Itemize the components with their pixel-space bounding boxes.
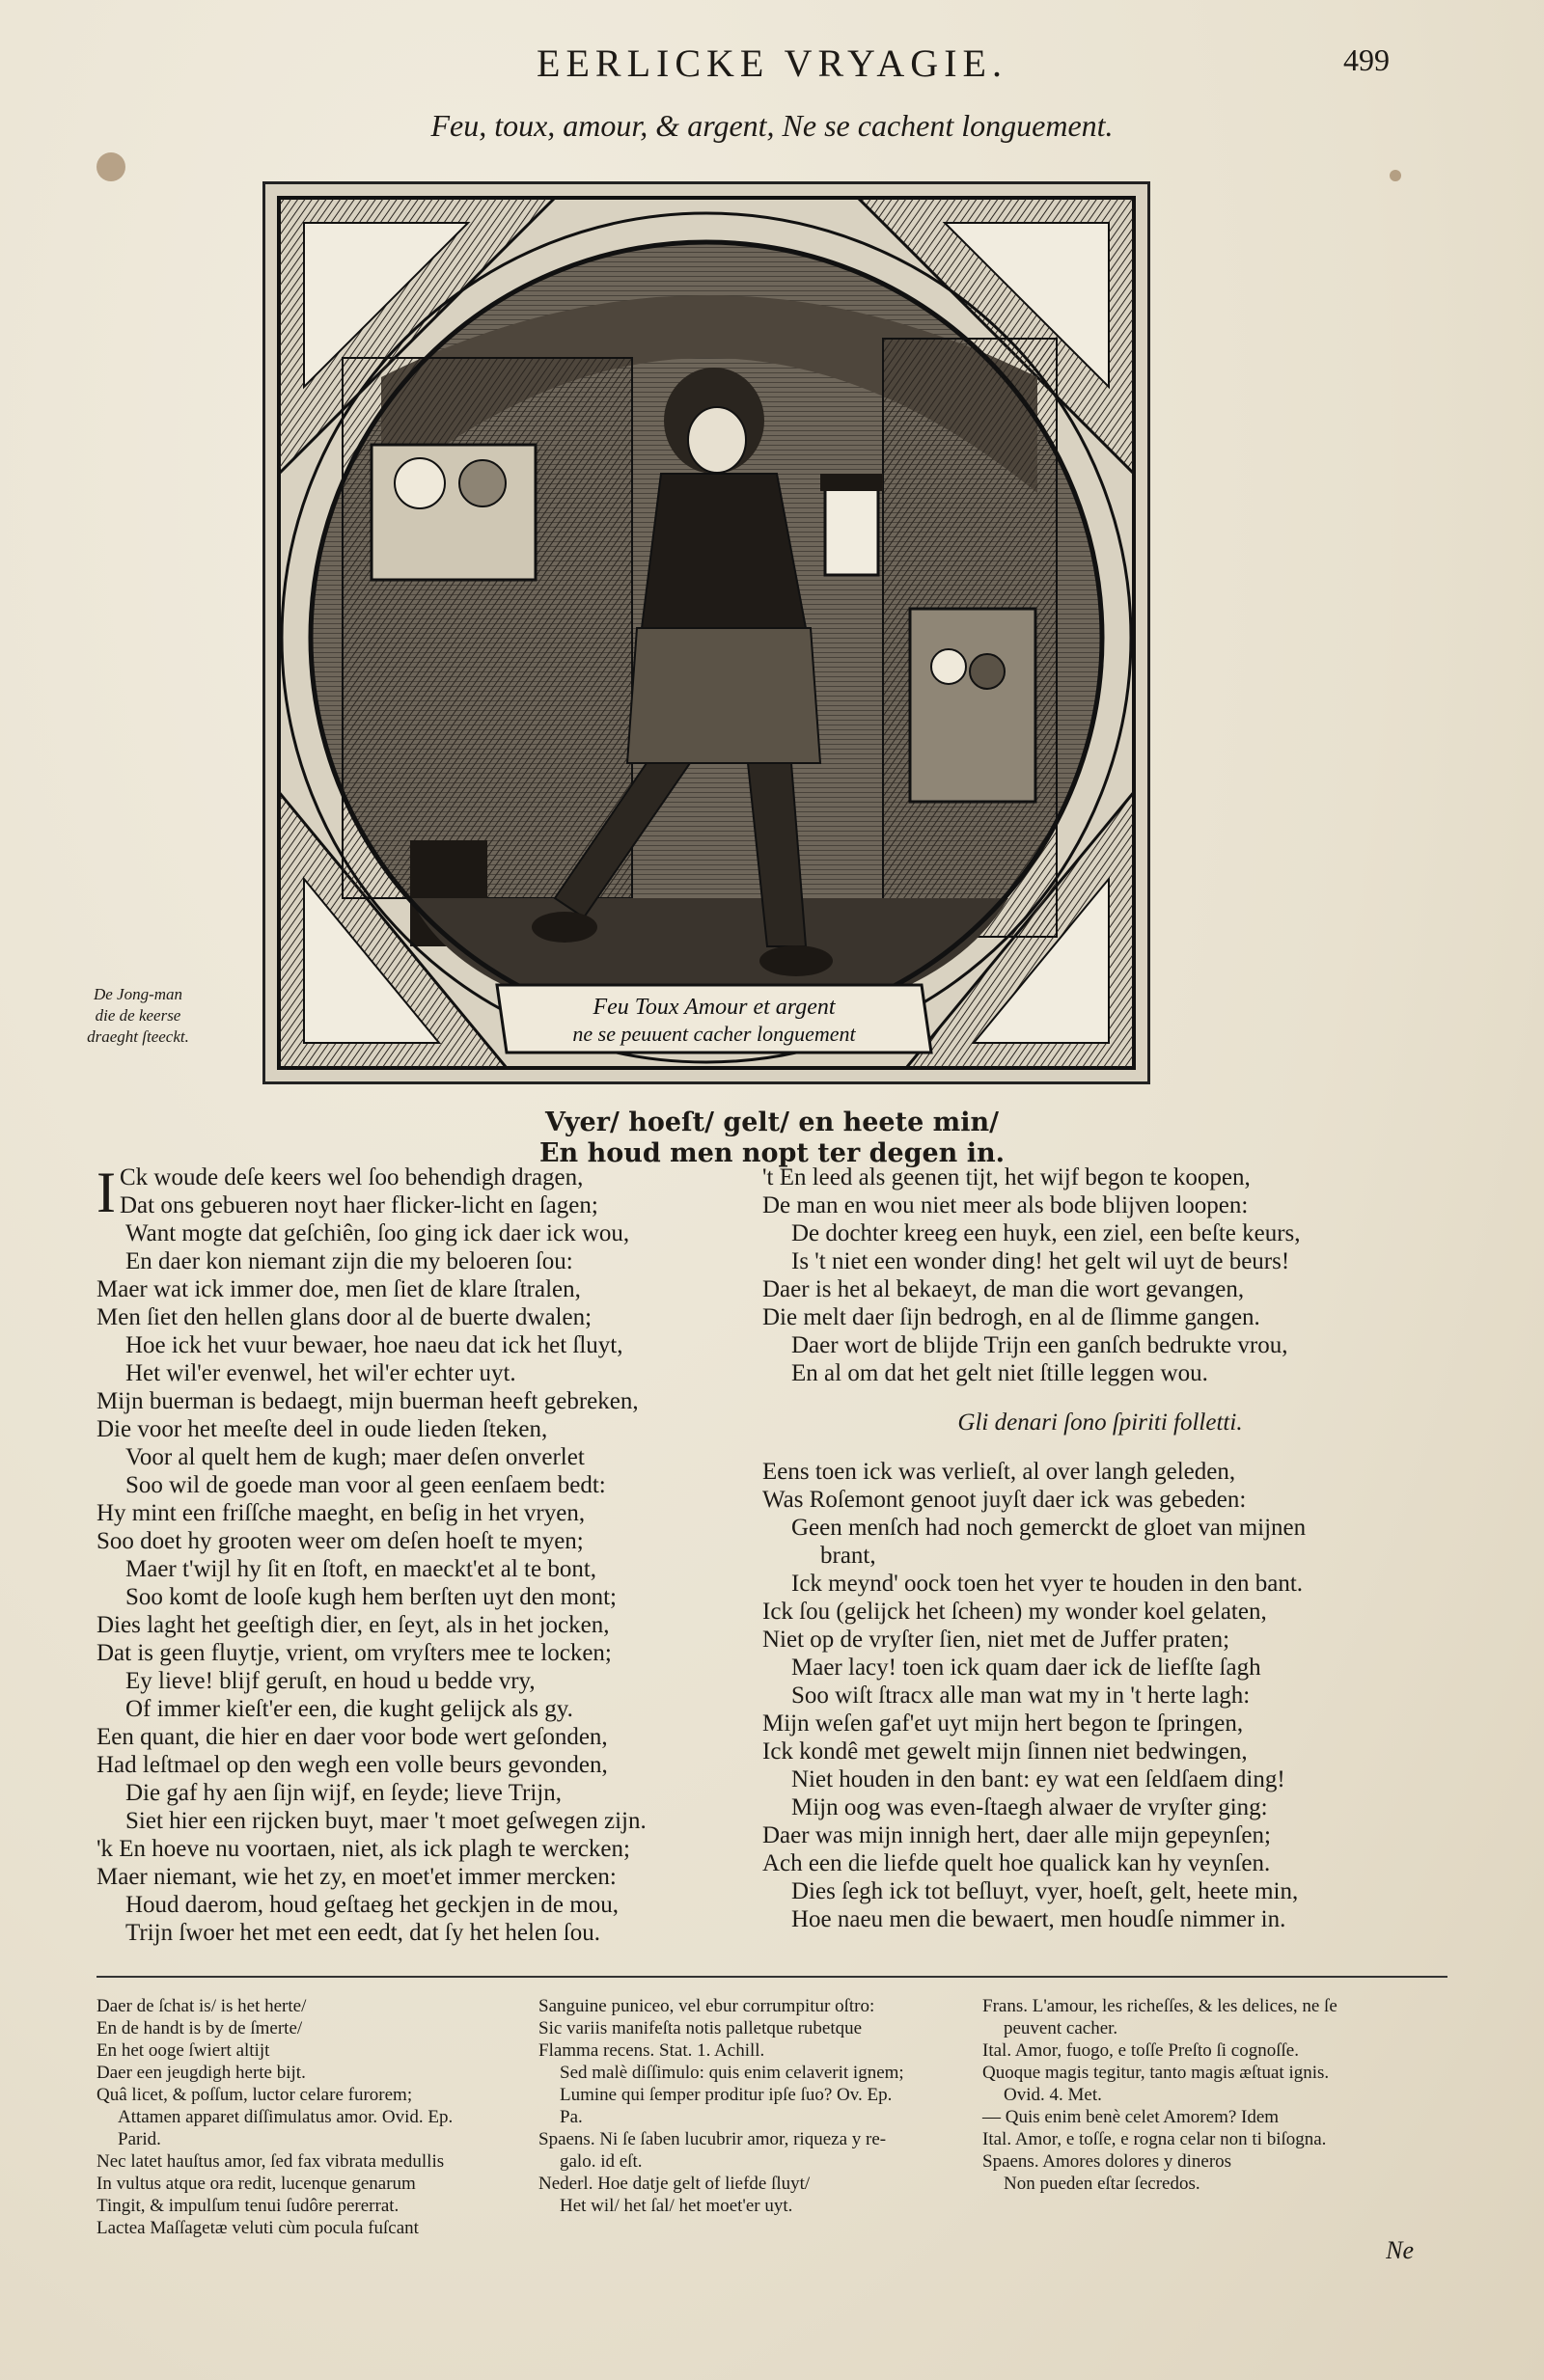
poem-line: Gli denari ſono ſpiriti folletti. <box>957 1409 1243 1436</box>
poem-line: Ck woude deſe keers wel ſoo behendigh dragen, <box>119 1164 584 1190</box>
poem-line: Siet hier een rijcken buyt, maer 't moet geſwegen zijn. <box>125 1808 647 1834</box>
footnote-line: Non pueden eſtar ſecredos. <box>1004 2174 1200 2194</box>
catchword: Ne <box>1386 2236 1414 2264</box>
poem-column-right <box>762 1163 1438 1933</box>
poem-line: Daer was mijn innigh hert, daer alle mijn gepeynſen; <box>762 1822 1271 1848</box>
poem-line: Dies ſegh ick tot beſluyt, vyer, hoeſt, gelt, heete min, <box>791 1878 1299 1904</box>
poem-line: Want mogte dat geſchiên, ſoo ging ick daer ick wou, <box>125 1220 630 1246</box>
footnote-line: En het ooge ſwiert altijt <box>96 2040 270 2061</box>
poem-line: Had leſtmael op den wegh een volle beurs gevonden, <box>96 1752 608 1778</box>
poem-heading <box>0 1108 1544 1169</box>
footnote-line: galo. id eſt. <box>560 2151 643 2172</box>
footnote-line: Ovid. 4. Met. <box>1004 2085 1102 2105</box>
footnote-line: Frans. L'amour, les richeſſes, & les delices, ne ſe <box>982 1996 1337 2016</box>
poem-line: Houd daerom, houd geſtaeg het geckjen in de mou, <box>125 1892 619 1918</box>
footnote-line: Daer de ſchat is/ is het herte/ <box>96 1996 307 2016</box>
poem-line: Maer t'wijl hy ſit en ſtoft, en maeckt'et al te bont, <box>125 1556 597 1582</box>
engraving-plate <box>262 181 1150 1084</box>
footnote-line: Spaens. Amores dolores y dineros <box>982 2151 1232 2172</box>
poem-line: Dat ons gebueren noyt haer flicker-licht en ſagen; <box>119 1192 598 1218</box>
poem-line: Men ſiet den hellen glans door al de buerte dwalen; <box>96 1304 593 1330</box>
poem-line: En al om dat het gelt niet ſtille leggen wou. <box>791 1360 1208 1386</box>
poem-column-left <box>96 1163 753 1947</box>
poem-line: Soo wil de goede man voor al geen eenſaem bedt: <box>125 1472 606 1498</box>
poem-line: Niet op de vryſter ſien, niet met de Juffer praten; <box>762 1627 1230 1653</box>
poem-line: Maer niemant, wie het zy, en moet'et immer mercken: <box>96 1864 617 1890</box>
poem-line <box>762 1387 1438 1409</box>
poem-line: De dochter kreeg een huyk, een ziel, een beſte keurs, <box>791 1220 1301 1246</box>
footnote-line: Ital. Amor, fuogo, e toſſe Preſto ſi cognoſſe. <box>982 2040 1299 2061</box>
footnote-line: Quoque magis tegitur, tanto magis æſtuat ignis. <box>982 2063 1330 2083</box>
poem-line: Of immer kieſt'er een, die kught gelijck als gy. <box>125 1696 573 1722</box>
poem-line: Daer wort de blijde Trijn een ganſch bedrukte vrou, <box>791 1332 1288 1358</box>
footnote-line: Spaens. Ni ſe ſaben lucubrir amor, riqueza y re- <box>538 2129 887 2149</box>
poem-line: Mijn oog was even-ſtaegh alwaer de vryſter ging: <box>791 1794 1268 1820</box>
footnote-line: Sanguine puniceo, vel ebur corrumpitur oſtro: <box>538 1996 875 2016</box>
poem-line <box>762 1436 1438 1458</box>
poem-line: Maer wat ick immer doe, men ſiet de klare ſtralen, <box>96 1276 581 1302</box>
poem-heading-line1: Vyer/ hoeſt/ gelt/ en heete min/ <box>545 1108 999 1137</box>
running-head: EERLICKE VRYAGIE. <box>537 41 1007 85</box>
footnote-line: Nec latet hauſtus amor, ſed fax vibrata medullis <box>96 2151 445 2172</box>
poem-line: Mijn buerman is bedaegt, mijn buerman heeft gebreken, <box>96 1388 639 1414</box>
footnotes-column-2 <box>538 1995 982 2217</box>
poem-line: Hoe ick het vuur bewaer, hoe naeu dat ick het ſluyt, <box>125 1332 623 1358</box>
footnotes-column-1 <box>96 1995 540 2239</box>
poem-line: Daer is het al bekaeyt, de man die wort gevangen, <box>762 1276 1245 1302</box>
footnote-line: Quâ licet, & poſſum, luctor celare furorem; <box>96 2085 413 2105</box>
footnote-line: Pa. <box>560 2107 583 2127</box>
poem-line: Niet houden in den bant: ey wat een ſeldſaem ding! <box>791 1766 1285 1792</box>
poem-line: En daer kon niemant zijn die my beloeren ſou: <box>125 1248 573 1274</box>
footnote-line: — Quis enim benè celet Amorem? Idem <box>982 2107 1280 2127</box>
footnote-line: Ital. Amor, e toſſe, e rogna celar non ti biſogna. <box>982 2129 1327 2149</box>
poem-line: brant, <box>820 1543 876 1569</box>
poem-line: Is 't niet een wonder ding! het gelt wil uyt de beurs! <box>791 1248 1290 1274</box>
footnote-line: Tingit, & impulſum tenui ſudôre pererrat. <box>96 2196 400 2216</box>
poem-line: Hy mint een friſſche maeght, en beſig in het vryen, <box>96 1500 586 1526</box>
footnote-line: Flamma recens. Stat. 1. Achill. <box>538 2040 765 2061</box>
poem-line: Mijn weſen gaf'et uyt mijn hert begon te ſpringen, <box>762 1710 1244 1737</box>
poem-line: Soo doet hy grooten weer om deſen hoeſt te myen; <box>96 1528 584 1554</box>
poem-line: Voor al quelt hem de kugh; maer deſen onverlet <box>125 1444 585 1470</box>
footnote-line: Sic variis manifeſta notis palletque rubetque <box>538 2018 863 2038</box>
footnote-line: Parid. <box>118 2129 161 2149</box>
poem-line: Het wil'er evenwel, het wil'er echter uyt. <box>125 1360 516 1386</box>
drop-cap: I <box>96 1161 116 1224</box>
footnote-line: Daer een jeugdigh herte bijt. <box>96 2063 306 2083</box>
foxing-stain <box>96 152 125 181</box>
footnote-line: Sed malè diſſimulo: quis enim celaverit ignem; <box>560 2063 904 2083</box>
poem-line: De man en wou niet meer als bode blijven loopen: <box>762 1192 1249 1218</box>
poem-line: Hoe naeu men die bewaert, men houdſe nimmer in. <box>791 1906 1286 1932</box>
footnote-line: Lactea Maſſagetæ veluti cùm pocula fuſcant <box>96 2218 419 2238</box>
poem-line: Die voor het meeſte deel in oude lieden ſteken, <box>96 1416 548 1442</box>
engraving-illustration <box>265 184 1147 1081</box>
motto: Feu, toux, amour, & argent, Ne se cachent longuement. <box>430 108 1114 143</box>
poem-line: Ey lieve! blijf geruſt, en houd u bedde vry, <box>125 1668 536 1694</box>
poem-line: 't En leed als geenen tijt, het wijf begon te koopen, <box>762 1164 1251 1190</box>
footnote-line: Het wil/ het ſal/ het moet'er uyt. <box>560 2196 793 2216</box>
footnote-line: Lumine qui ſemper proditur ipſe ſuo? Ov. Ep. <box>560 2085 893 2105</box>
poem-line: Soo komt de looſe kugh hem berſten uyt den mont; <box>125 1584 617 1610</box>
footnote-line: Attamen apparet diſſimulatus amor. Ovid. Ep. <box>118 2107 454 2127</box>
poem-line: Ick meynd' oock toen het vyer te houden in den bant. <box>791 1571 1304 1597</box>
poem-line: Die gaf hy aen ſijn wijf, en ſeyde; lieve Trijn, <box>125 1780 562 1806</box>
poem-line: Ach een die liefde quelt hoe qualick kan hy veynſen. <box>762 1850 1271 1876</box>
poem-line: Ick kondê met gewelt mijn ſinnen niet bedwingen, <box>762 1738 1248 1764</box>
poem-line: Soo wiſt ſtracx alle man wat my in 't herte lagh: <box>791 1682 1251 1709</box>
foxing-stain <box>1390 170 1401 181</box>
footnote-line: Nederl. Hoe datje gelt of liefde ſluyt/ <box>538 2174 811 2194</box>
footnote-line: peuvent cacher. <box>1004 2018 1118 2038</box>
poem-line: Ick ſou (gelijck het ſcheen) my wonder koel gelaten, <box>762 1599 1267 1625</box>
poem-line: Geen menſch had noch gemerckt de gloet van mijnen <box>791 1515 1307 1541</box>
poem-line: Was Roſemont genoot juyſt daer ick was gebeden: <box>762 1487 1247 1513</box>
footnote-rule <box>96 1976 1448 1978</box>
footnotes-column-3 <box>982 1995 1446 2195</box>
poem-line: 'k En hoeve nu voortaen, niet, als ick plagh te wercken; <box>96 1836 630 1862</box>
poem-line: Maer lacy! toen ick quam daer ick de liefſte ſagh <box>791 1655 1261 1681</box>
footnote-line: In vultus atque ora redit, lucenque genarum <box>96 2174 416 2194</box>
banner-text-line1: Feu Toux Amour et argent <box>593 995 836 1020</box>
poem-line: Trijn ſwoer het met een eedt, dat ſy het helen ſou. <box>125 1920 601 1946</box>
footnote-line: En de handt is by de ſmerte/ <box>96 2018 303 2038</box>
page-number: 499 <box>1343 42 1390 77</box>
poem-line: Eens toen ick was verlieſt, al over langh geleden, <box>762 1459 1236 1485</box>
marginal-note: De Jong-man die de keerse draeght ſteeckt. <box>87 985 189 1046</box>
poem-line: Die melt daer ſijn bedrogh, en al de ſlimme gangen. <box>762 1304 1260 1330</box>
banner-text-line2: ne se peuuent cacher longuement <box>572 1022 856 1046</box>
poem-line: Dies laght het geeſtigh dier, en ſeyt, als in het jocken, <box>96 1612 610 1638</box>
poem-line: Een quant, die hier en daer voor bode wert geſonden, <box>96 1724 608 1750</box>
poem-heading-line2: En houd men nopt ter degen in. <box>538 1138 1006 1168</box>
poem-line: Dat is geen fluytje, vrient, om vryſters mee te locken; <box>96 1640 612 1666</box>
